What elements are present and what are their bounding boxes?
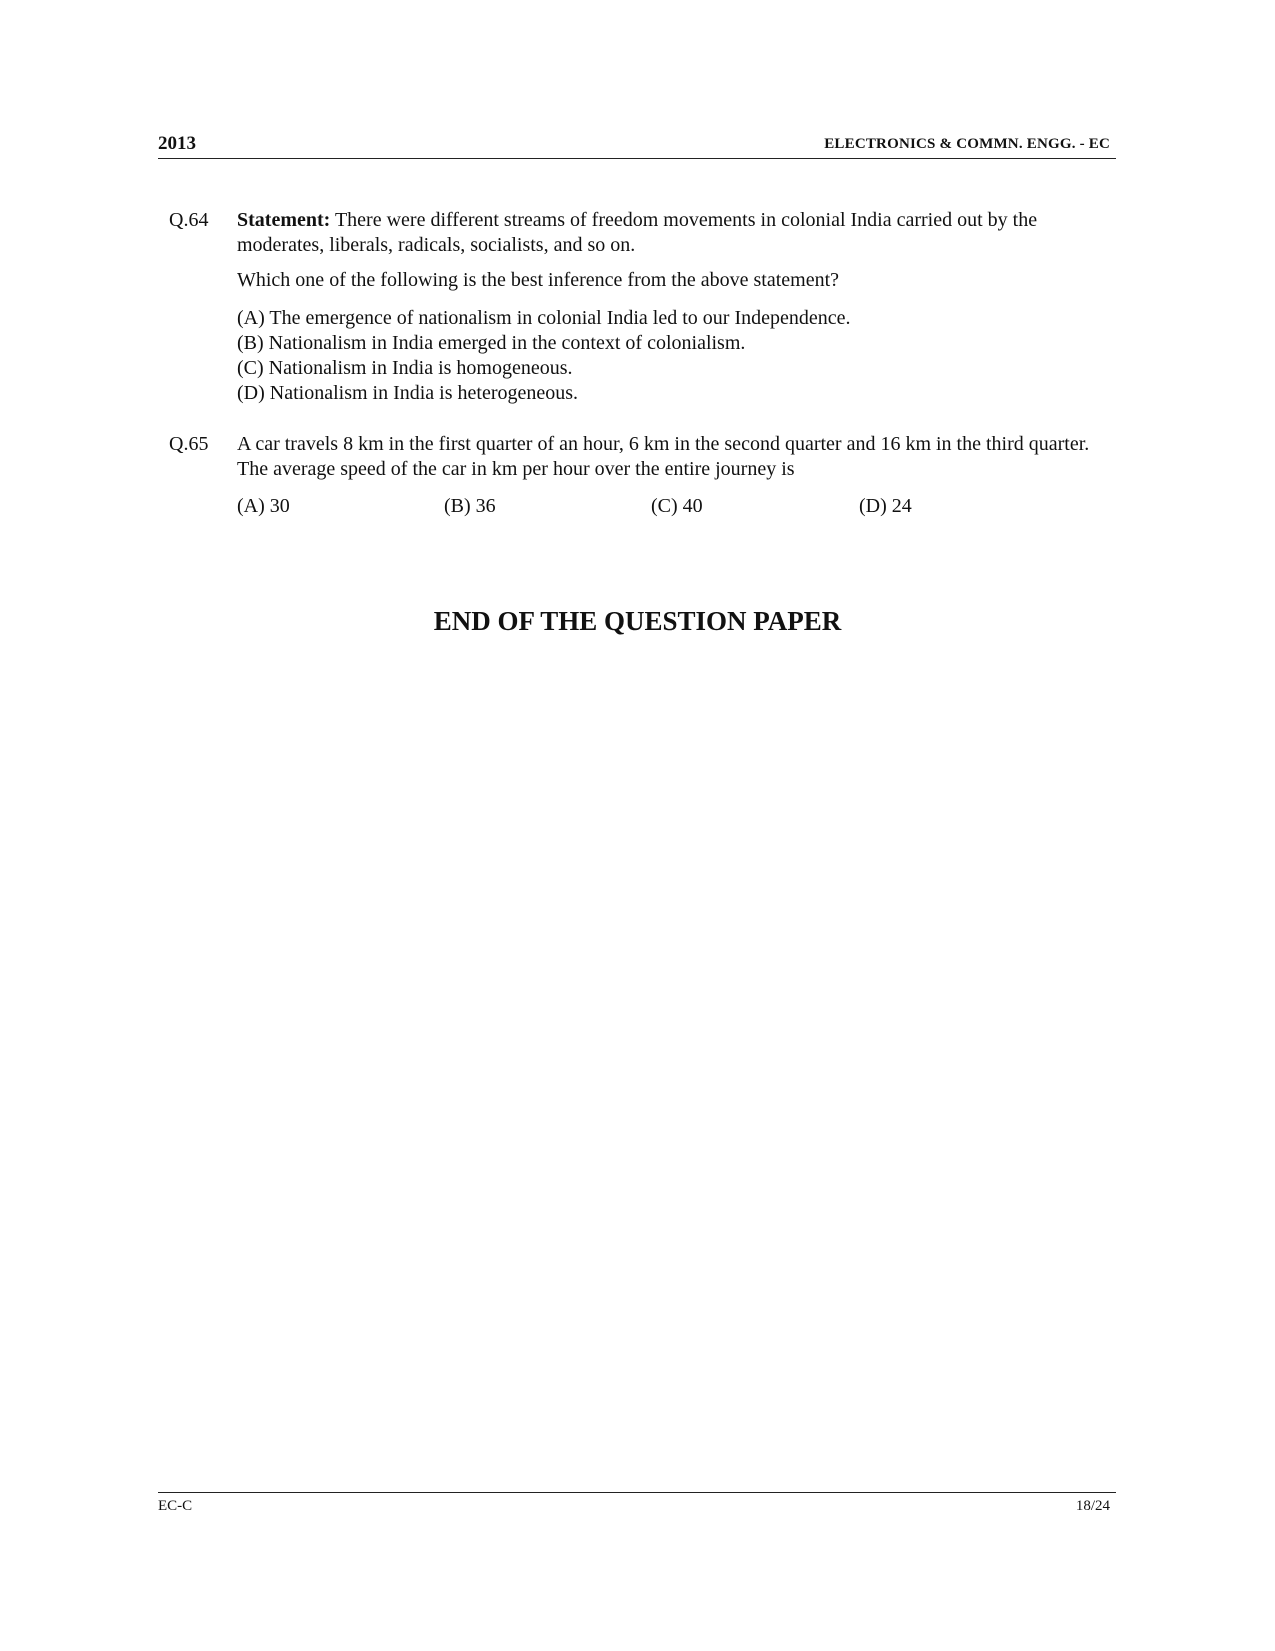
exam-year: 2013	[158, 133, 196, 154]
option-row	[237, 494, 1097, 520]
option-d: (D) 24	[859, 495, 912, 517]
option-a: (A) The emergence of nationalism in colonial India led to our Independence.	[237, 307, 851, 329]
paper-code: EC-C	[158, 1498, 193, 1514]
option-b: (B) 36	[444, 495, 496, 517]
option-a: (A) 30	[237, 495, 290, 517]
question-prompt: Which one of the following is the best inference from the above statement?	[237, 269, 840, 291]
page-number: 18/24	[1075, 1498, 1110, 1514]
question-text: A car travels 8 km in the first quarter of an hour, 6 km in the second quarter and 16 km in the third quarter. The average speed of the car in km per hour over the entire journey is	[237, 433, 1090, 480]
end-of-paper-heading: END OF THE QUESTION PAPER	[433, 606, 842, 636]
statement-label: Statement:	[237, 209, 331, 231]
option-d: (D) Nationalism in India is heterogeneous.	[237, 382, 579, 404]
option-c: (C) Nationalism in India is homogeneous.	[237, 357, 573, 379]
question-body	[237, 432, 1097, 520]
option-b: (B) Nationalism in India emerged in the context of colonialism.	[237, 332, 746, 354]
subject-title: ELECTRONICS & COMMN. ENGG. - EC	[824, 136, 1110, 152]
statement-text: There were different streams of freedom movements in colonial India carried out by the moderates, liberals, radicals, socialists, and so on.	[237, 209, 1038, 256]
page-footer	[158, 1492, 1116, 1514]
option-c: (C) 40	[651, 495, 703, 517]
question-number: Q.64	[169, 209, 209, 231]
statement-paragraph	[237, 208, 1097, 258]
question-number: Q.65	[169, 433, 209, 455]
option-list	[237, 306, 1097, 406]
question-body	[237, 208, 1097, 406]
page-header	[158, 130, 1116, 159]
